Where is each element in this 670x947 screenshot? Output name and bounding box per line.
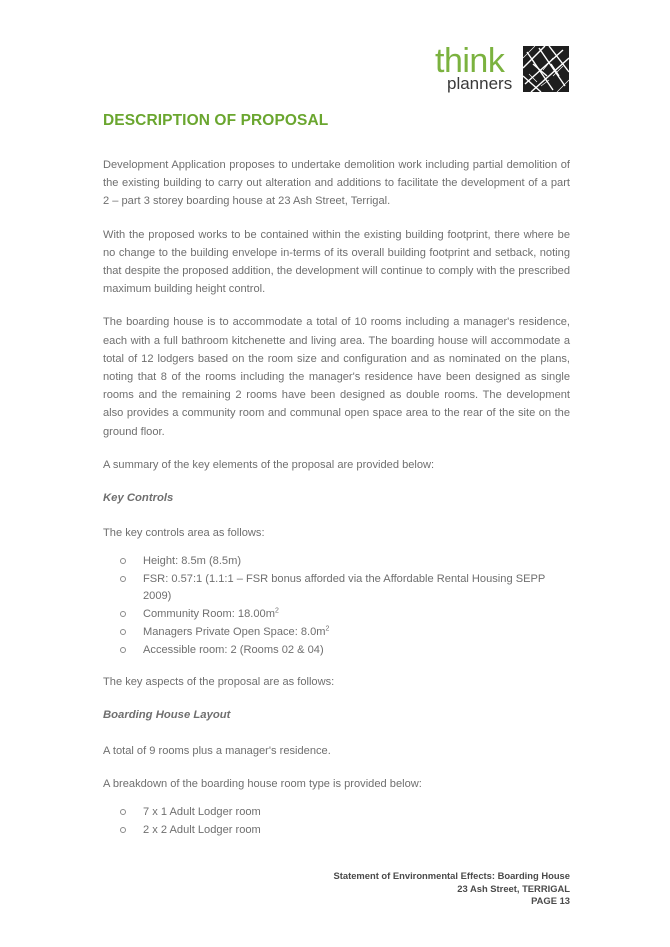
- room-type-item: 2 x 2 Adult Lodger room: [143, 824, 261, 837]
- list-item: [120, 571, 570, 604]
- footer-address: 23 Ash Street, TERRIGAL: [457, 882, 570, 894]
- paragraph-2: With the proposed works to be contained within the existing building footprint, there where be no change to the building envelope in-terms of its overall building footprint and setback, noting that despite the proposed addition, the development will continue to comply with the prescribed maximum building height control.: [103, 228, 570, 296]
- footer-document-title: Statement of Environmental Effects: Boarding House: [333, 870, 570, 881]
- superscript: 2: [274, 607, 279, 615]
- paragraph-3: The boarding house is to accommodate a total of 10 rooms including a manager's residence, each with a full bathroom kitchenette and living area. The boarding house will accommodate a total of 12 lodgers based on the room size and configuration and as nominated on the plans, noting that 8 of the rooms including the manager's residence have been designed as single rooms and the remaining 2 rooms have been designed as double rooms. The development also provides a community room and communal open space area to the rear of the site on the ground floor.: [103, 316, 570, 438]
- section-heading: DESCRIPTION OF PROPOSAL: [103, 112, 329, 129]
- bullet-circle-icon: [120, 576, 126, 582]
- list-item: [120, 804, 570, 820]
- superscript: 2: [325, 625, 330, 633]
- room-type-item: 7 x 1 Adult Lodger room: [143, 806, 261, 819]
- boarding-layout-paragraph-1: A total of 9 rooms plus a manager's residence.: [103, 744, 331, 757]
- fsr-item: FSR: 0.57:1 (1.1:1 – FSR bonus afforded via the Affordable Rental Housing SEPP 2009): [143, 573, 546, 602]
- bullet-circle-icon: [120, 558, 126, 564]
- street-map-icon: [523, 46, 569, 92]
- key-controls-heading: Key Controls: [103, 492, 174, 505]
- paragraph-1: Development Application proposes to undertake demolition work including partial demolition of the existing building to carry out alteration and additions to facilitate the development of a part 2 – part 3 storey boarding house at 23 Ash Street, Terrigal.: [103, 159, 570, 208]
- boarding-layout-heading: Boarding House Layout: [103, 709, 231, 722]
- bullet-circle-icon: [120, 611, 126, 617]
- list-item: [120, 606, 570, 622]
- key-aspects-intro: The key aspects of the proposal are as follows:: [103, 676, 335, 689]
- paragraph-4: A summary of the key elements of the proposal are provided below:: [103, 458, 435, 471]
- think-planners-logo: [435, 44, 575, 100]
- bullet-circle-icon: [120, 809, 126, 815]
- page-footer: [334, 870, 571, 908]
- logo-think-text: think: [435, 42, 505, 80]
- list-item: [120, 553, 570, 569]
- open-space-item: Managers Private Open Space: 8.0m: [143, 625, 326, 638]
- key-controls-intro: The key controls area as follows:: [103, 527, 265, 540]
- bullet-circle-icon: [120, 647, 126, 653]
- boarding-layout-paragraph-2: A breakdown of the boarding house room type is provided below:: [103, 777, 422, 790]
- height-item: Height: 8.5m (8.5m): [143, 555, 242, 568]
- list-item: [120, 624, 570, 640]
- page-content: [103, 112, 570, 853]
- room-type-list: [103, 804, 570, 838]
- bullet-circle-icon: [120, 629, 126, 635]
- bullet-circle-icon: [120, 827, 126, 833]
- list-item: [120, 642, 570, 658]
- footer-page-number: PAGE 13: [531, 895, 570, 907]
- list-item: [120, 822, 570, 838]
- key-controls-list: [103, 553, 570, 658]
- accessible-room-item: Accessible room: 2 (Rooms 02 & 04): [143, 643, 324, 656]
- community-room-item: Community Room: 18.00m: [143, 607, 275, 620]
- logo-planners-text: planners: [447, 74, 513, 93]
